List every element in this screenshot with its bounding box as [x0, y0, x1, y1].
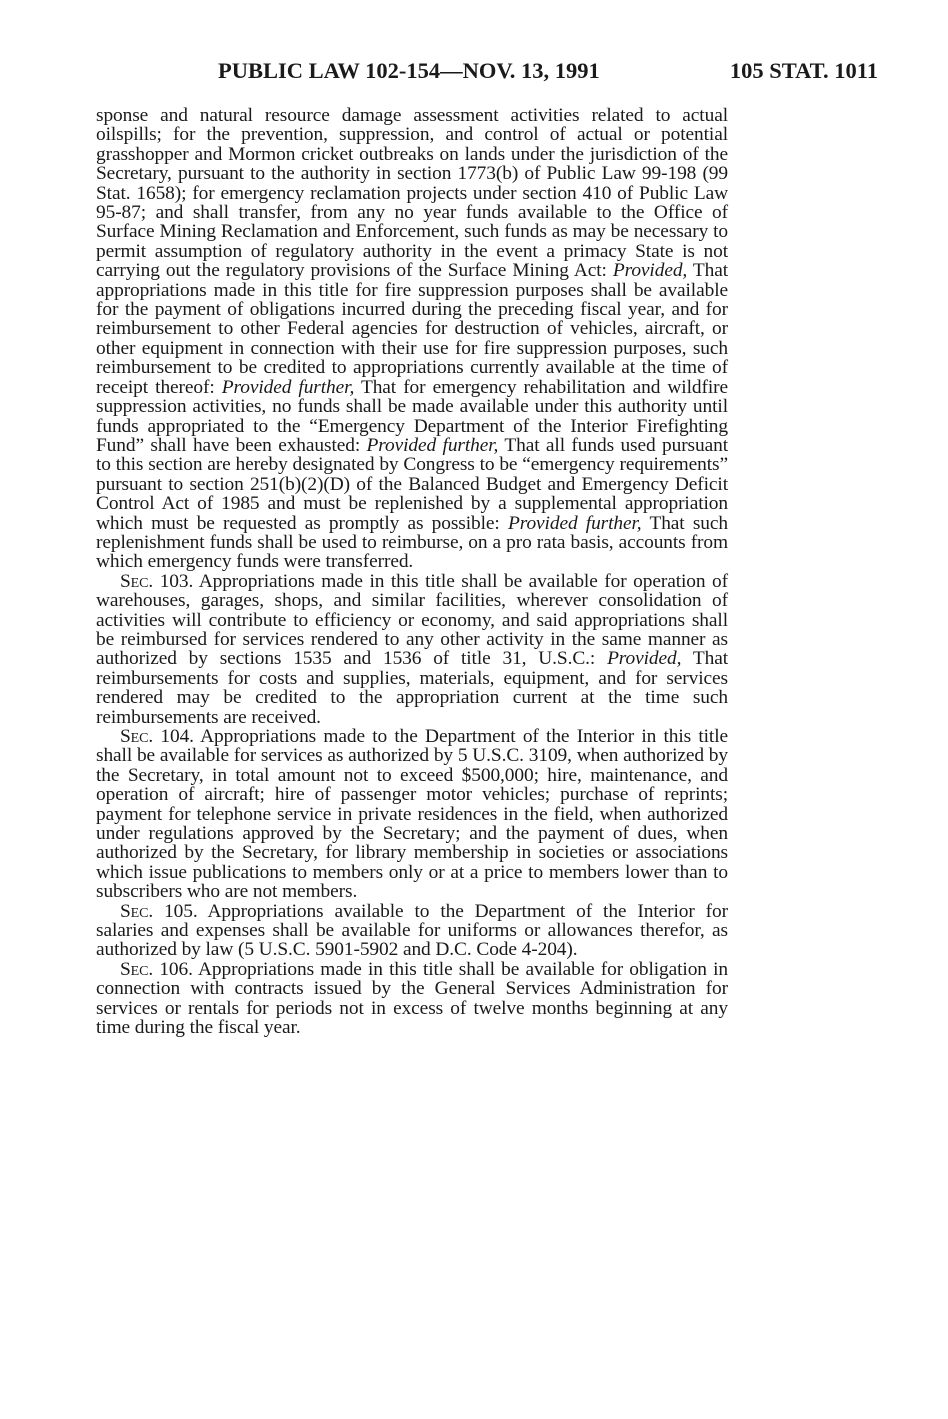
paragraph-continuation — [96, 106, 728, 572]
text-run: That such replenishment funds shall be used to reimburse, on a pro rata basis, accounts from which emergency funds were transferred. — [96, 512, 728, 573]
text-run: That for emergency rehabilitation and wildfire suppression activities, no funds shall be made available under this authority until funds appropriated to the “Emergency Department of the Interior Firefighting Fund” shall have been exhausted: — [96, 376, 728, 456]
proviso-italic: Provided, — [612, 260, 688, 282]
section-106 — [96, 960, 728, 1038]
stat-page-number: 105 STAT. 1011 — [729, 58, 878, 83]
proviso-italic: Provided further, — [507, 512, 642, 534]
sec-label: Sec. — [120, 726, 154, 747]
section-105 — [96, 902, 728, 960]
page-header — [218, 58, 878, 88]
proviso-italic: Provided, — [607, 648, 682, 670]
text-run: 106. Appropriations made in this title shall be available for obligation in connection with contracts issued by the General Services Administration for services or rentals for periods not in excess of twelve months beginning at any time during the fiscal year. — [96, 958, 728, 1039]
sec-label: Sec. — [120, 958, 154, 980]
text-run: 103. Appropriations made in this title shall be available for operation of warehouses, garages, shops, and similar facilities, wherever consolidation of activities will contribute to efficiency or economy, and said appropriations shall be reimbursed for services rendered to any other activity in the same manner as authorized by sections 1535 and 1536 of title 31, U.S.C.: — [96, 570, 728, 670]
text-run: 104. Appropriations made to the Department of the Interior in this title shall be available for services as authorized by 5 U.S.C. 3109, when authorized by the Secretary, in total amount not to exceed $500,000; hire, maintenance, and operation of aircraft; hire of passenger motor vehicles; purchase of reprints; payment for telephone service in private residences in the field, when authorized under regulations approved by the Secretary; and the payment of dues, when authorized by the Secretary, for library membership in societies or associations which issue publications to members only or at a price to members lower than to subscribers who are not members. — [96, 726, 728, 903]
text-run: That reimbursements for costs and supplies, materials, equipment, and for services rendered may be credited to the appropriation current at the time such reimbursements are received. — [96, 648, 728, 728]
section-104 — [96, 727, 728, 902]
sec-label: Sec. — [120, 570, 154, 592]
text-run: That all funds used pursuant to this section are hereby designated by Congress to be “emergency requirements” pursuant to section 251(b)(2)(D) of the Balanced Budget and Emergency Deficit Control Act of 1985 and must be replenished by a supplemental appropriation which must be requested as promptly as possible: — [96, 434, 728, 534]
sec-label: Sec. — [120, 900, 154, 922]
proviso-italic: Provided further, — [221, 376, 355, 398]
section-103 — [96, 572, 728, 727]
text-run: sponse and natural resource damage assessment activities related to actual oilspills; for the prevention, suppression, and control of actual or potential grasshopper and Mormon cricket outbreaks on lands under the jurisdiction of the Secretary, pursuant to the authority in section 1773(b) of Public Law 99-198 (99 Stat. 1658); for emergency reclamation projects under section 410 of Public Law 95-87; and shall transfer, from any no year funds available to the Office of Surface Mining Reclamation and Enforcement, such funds as may be necessary to permit assumption of regulatory authority in the event a primacy State is not carrying out the regulatory provisions of the Surface Mining Act: — [96, 105, 728, 282]
running-head-title: PUBLIC LAW 102-154—NOV. 13, 1991 — [218, 58, 600, 83]
document-body — [96, 106, 728, 1038]
proviso-italic: Provided further, — [366, 434, 499, 456]
text-run: 105. Appropriations available to the Department of the Interior for salaries and expenses shall be available for uniforms or allowances therefor, as authorized by law (5 U.S.C. 5901-5902 and D.C. Code 4-204). — [96, 900, 728, 961]
text-run: That appropriations made in this title for fire suppression purposes shall be available for the payment of obligations incurred during the preceding fiscal year, and for reimbursement to other Federal agencies for destruction of vehicles, aircraft, or other equipment in connection with their use for fire suppression purposes, such reimbursement to be credited to appropriations currently available at the time of receipt thereof: — [96, 260, 728, 398]
